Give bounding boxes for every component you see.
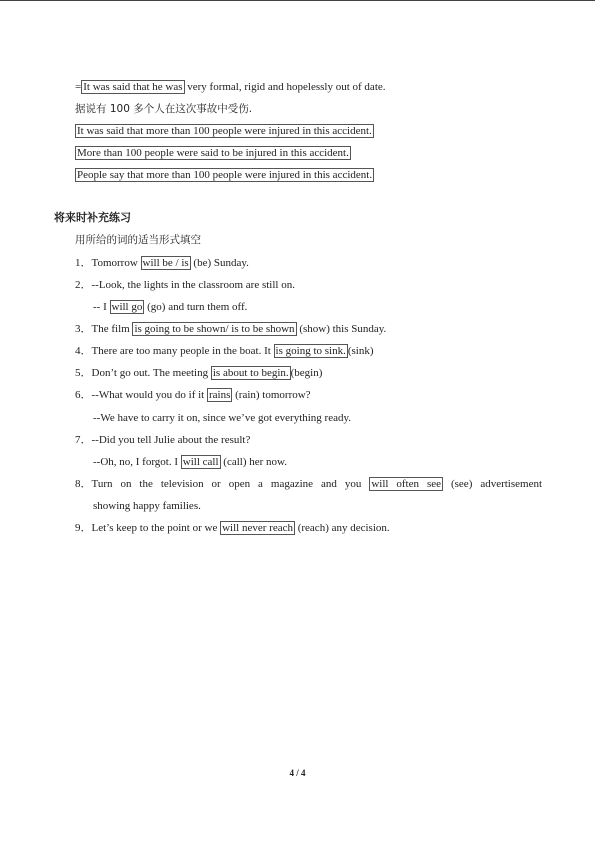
intro-line-4: [75, 146, 351, 160]
exercise-number: 4．: [75, 345, 92, 357]
exercise-text: (reach) any decision.: [294, 522, 390, 534]
exercise-number: 9．: [75, 522, 92, 534]
exercise-1: [75, 256, 249, 270]
intro-line-2: 据说有 100 多个人在这次事故中受伤.: [75, 103, 253, 115]
exercise-text: There are too many people in the boat. It: [91, 345, 274, 357]
exercise-text: Turn on the television or open a magazine and you: [91, 478, 370, 490]
exercise-number: 1．: [75, 257, 92, 269]
intro-line-5: [75, 168, 374, 182]
intro-line-3: [75, 124, 374, 138]
exercise-text: --Did you tell Julie about the result?: [91, 434, 251, 446]
section-instruction: 用所给的词的适当形式填空: [75, 234, 201, 246]
exercise-5: [75, 366, 322, 380]
exercise-2-line-2: [93, 300, 247, 314]
exercise-text: (call) her now.: [220, 456, 288, 468]
page-number: 4 / 4: [289, 768, 306, 778]
answer-box: will often see: [371, 478, 442, 490]
exercise-text: (go) and turn them off.: [144, 301, 248, 313]
top-rule: [0, 0, 595, 1]
intro-boxed-phrase: It was said that he was: [83, 81, 183, 93]
exercise-number: 6．: [75, 389, 92, 401]
exercise-7-line-2: [93, 455, 287, 469]
exercise-text: --Oh, no, I forgot. I: [93, 456, 181, 468]
exercise-number: 3．: [75, 323, 92, 335]
answer-box: will never reach: [222, 522, 293, 534]
exercise-7: [75, 433, 250, 447]
exercise-text: (show) this Sunday.: [296, 323, 387, 335]
exercise-8: [75, 477, 542, 491]
exercise-number: 2．: [75, 279, 92, 291]
exercise-text: -- I: [93, 301, 110, 313]
answer-box: will be / is: [142, 257, 189, 269]
intro-prefix: =: [75, 81, 82, 93]
intro-boxed-sentence-2: More than 100 people were said to be injured in this accident.: [77, 147, 349, 159]
answer-box: is going to be shown/ is to be shown: [134, 323, 295, 335]
exercise-text: --Look, the lights in the classroom are still on.: [91, 279, 295, 291]
exercise-text: Don’t go out. The meeting: [91, 367, 211, 379]
intro-rest: very formal, rigid and hopelessly out of date.: [184, 81, 386, 93]
exercise-text: (see) advertisement: [443, 478, 543, 490]
exercise-8-line-2: showing happy families.: [93, 500, 201, 512]
answer-box: is going to sink.: [275, 345, 346, 357]
exercise-text: Tomorrow: [91, 257, 141, 269]
answer-box: rains: [208, 389, 231, 401]
intro-boxed-sentence-1: It was said that more than 100 people were injured in this accident.: [77, 125, 372, 137]
exercise-text: Let’s keep to the point or we: [91, 522, 221, 534]
exercise-2: [75, 278, 295, 292]
exercise-number: 8．: [75, 478, 92, 490]
exercise-text: (sink): [347, 345, 374, 357]
exercise-text: (begin): [290, 367, 323, 379]
exercise-text: (be) Sunday.: [190, 257, 249, 269]
exercise-6-line-2: --We have to carry it on, since we’ve got everything ready.: [93, 412, 352, 424]
answer-box: is about to begin.: [212, 367, 289, 379]
exercise-3: [75, 322, 386, 336]
exercise-text: (rain) tomorrow?: [232, 389, 311, 401]
exercise-text: The film: [91, 323, 133, 335]
answer-box: will call: [182, 456, 219, 468]
intro-boxed-sentence-3: People say that more than 100 people were injured in this accident.: [77, 169, 373, 181]
exercise-number: 7．: [75, 434, 92, 446]
intro-line-1: [75, 80, 386, 94]
exercise-number: 5．: [75, 367, 92, 379]
answer-box: will go: [111, 301, 143, 313]
exercise-text: --What would you do if it: [91, 389, 207, 401]
exercise-4: [75, 344, 374, 358]
exercise-9: [75, 521, 390, 535]
exercise-6: [75, 388, 311, 402]
section-heading: 将来时补充练习: [54, 211, 131, 224]
